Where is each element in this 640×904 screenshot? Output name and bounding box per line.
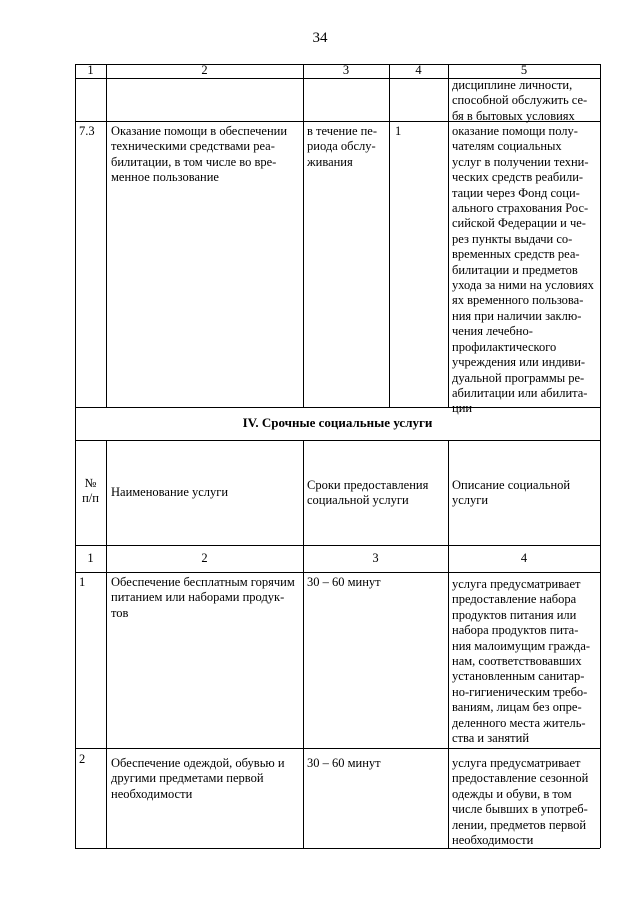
row-7-3-name: Оказание помощи в обеспечении техническими средствами реа- билитации, в том числе во вре- менное пользование — [111, 124, 288, 185]
col-number-1: 1 — [87, 551, 94, 565]
col-number-1: 1 — [87, 63, 94, 77]
row-1-term: 30 – 60 минут — [307, 575, 381, 589]
row-2-term: 30 – 60 минут — [307, 756, 381, 770]
continuation-description: дисциплине личности, способной обслужить се- бя в бытовых условиях — [452, 78, 588, 123]
row-2-number: 2 — [79, 752, 86, 766]
row-2-name: Обеспечение одеждой, обувью и другими предметами первой необходимости — [111, 756, 285, 801]
row-1-name: Обеспечение бесплатным горячим питанием или наборами продук- тов — [111, 575, 295, 620]
col-number-4: 4 — [415, 63, 422, 77]
row-7-3-term: в течение пе- риода обслу- живания — [307, 124, 378, 169]
col-number-3: 3 — [372, 551, 379, 565]
row-2-description: услуга предусматривает предоставление сезонной одежды и обуви, в том числе бывших в употреб- лении, предметов первой необходимости — [452, 756, 589, 848]
row-1-number: 1 — [79, 575, 86, 589]
col-number-2: 2 — [201, 551, 208, 565]
header-description: Описание социальной услуги — [452, 478, 571, 508]
header-term: Сроки предоставления социальной услуги — [307, 478, 429, 508]
col-number-5: 5 — [520, 63, 528, 77]
col-number-4: 4 — [520, 551, 528, 565]
header-name: Наименование услуги — [111, 485, 229, 499]
col-number-2: 2 — [201, 63, 208, 77]
section-title: IV. Срочные социальные услуги — [242, 415, 433, 430]
col-number-3: 3 — [342, 63, 350, 77]
row-1-description: услуга предусматривает предоставление набора продуктов питания или набора продуктов пита- ния малоимущим гражда- нам, соответствовавших установленным санитар- но-гигиеническим требо- ваниям, лицам без опре- деленного места житель- ства и занятий — [452, 577, 591, 746]
header-number: № п/п — [82, 476, 99, 506]
row-7-3-number: 7.3 — [79, 124, 95, 138]
page-number: 34 — [312, 30, 328, 46]
row-7-3-count: 1 — [395, 124, 402, 138]
row-7-3-description: оказание помощи полу- чателям социальных услуг в получении техни- ческих средств реабили- тации через Фонд соци- ального страхования Рос- сийской Федерации и че- рез пункты выдачи со- временных средств реа- билитации и предметов ухода за ними на условиях ях временного пользова- ния при наличии заклю- чения лечебно- профилактического учреждения или индиви- дуальной программы ре- абилитации или абилита- ции — [452, 124, 594, 416]
